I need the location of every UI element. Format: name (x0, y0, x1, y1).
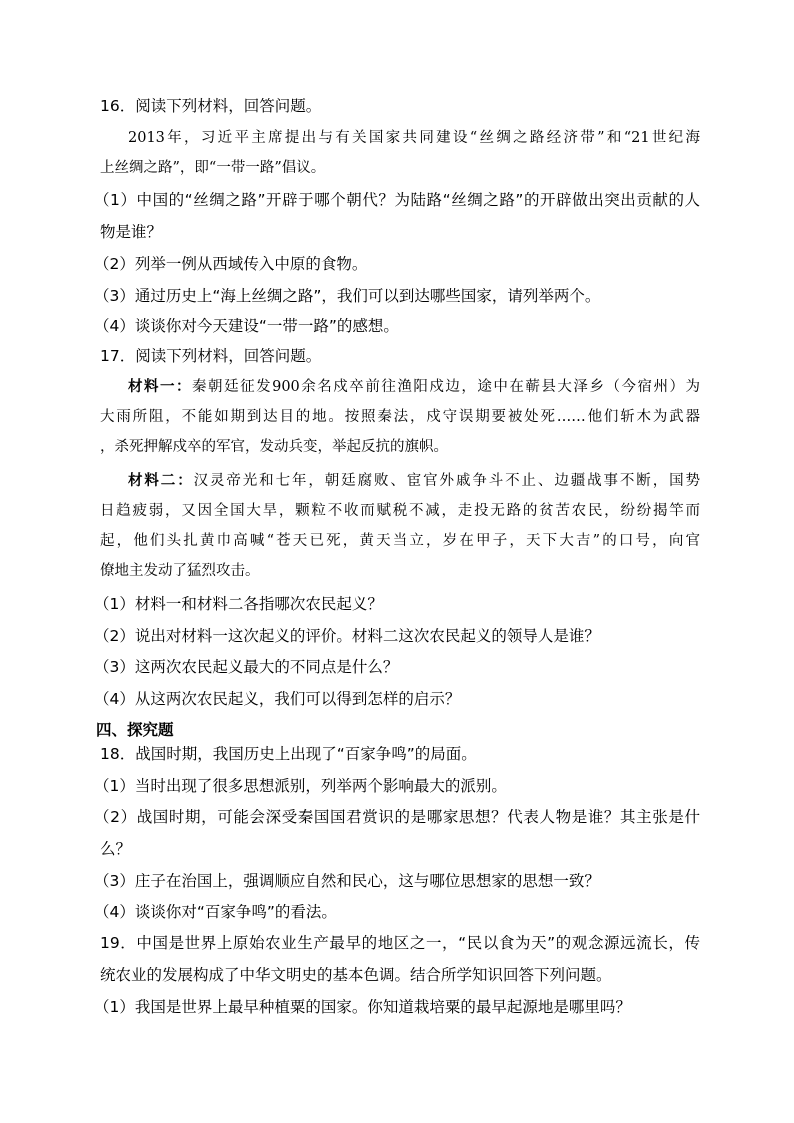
q17-material1-label: 材料一： (128, 378, 193, 395)
q17-sub4: （4）从这两次农民起义，我们可以得到怎样的启示？ (94, 690, 461, 708)
q17-material2-line-2: 日趋疲弱，又因全国大旱，颗粒不收而赋税不减，走投无路的贫苦农民，纷纷揭竿而 (100, 503, 700, 519)
q18-sub3: （3）庄子在治国上，强调顺应自然和民心，这与哪位思想家的思想一致？ (94, 872, 600, 890)
q17-material2-line-1 (128, 470, 700, 492)
q17-material1-line-1 (128, 376, 700, 398)
section-title-inquiry: 四、探究题 (96, 721, 174, 739)
q19-stem-line-2: 统农业的发展构成了中华文明史的基本色调。结合所学知识回答下列问题。 (100, 966, 612, 984)
q16-material-line-1: 2013年，习近平主席提出与有关国家共同建设“丝绸之路经济带”和“21世纪海 (128, 130, 700, 146)
q16-sub1-line-1: （1）中国的“丝绸之路”开辟于哪个朝代？为陆路“丝绸之路”的开辟做出突出贡献的人 (94, 191, 700, 209)
q16-material-line-2: 上丝绸之路”，即“一带一路”倡议。 (100, 160, 326, 176)
q17-stem: 17．阅读下列材料，回答问题。 (100, 347, 322, 365)
q18-sub2-line-1: （2）战国时期，可能会深受秦国国君赏识的是哪家思想？代表人物是谁？其主张是什 (94, 808, 700, 826)
q18-stem: 18．战国时期，我国历史上出现了“百家争鸣”的局面。 (100, 745, 477, 763)
q17-sub2: （2）说出对材料一这次起义的评价。材料二这次农民起义的领导人是谁？ (94, 627, 600, 645)
q17-material1-text-1: 秦朝廷征发900余名戍卒前往渔阳戍边，途中在蕲县大泽乡（今宿州）为 (192, 379, 700, 395)
q19-sub1: （1）我国是世界上最早种植粟的国家。你知道栽培粟的最早起源地是哪里吗？ (94, 998, 631, 1016)
q16-stem: 16．阅读下列材料，回答问题。 (100, 97, 322, 115)
q17-sub3: （3）这两次农民起义最大的不同点是什么？ (94, 658, 399, 676)
q17-material2-text-1: 汉灵帝光和七年，朝廷腐败、宦官外戚争斗不止、边疆战事不断，国势 (193, 473, 701, 489)
q16-sub4: （4）谈谈你对今天建设“一带一路”的感想。 (94, 317, 399, 335)
q17-material2-line-3: 起，他们头扎黄巾高喊“苍天已死，黄天当立，岁在甲子，天下大吉”的口号，向官 (100, 533, 700, 549)
q17-material2-label: 材料二： (128, 472, 194, 489)
q16-sub3: （3）通过历史上“海上丝绸之路”，我们可以到达哪些国家，请列举两个。 (94, 287, 601, 305)
q19-stem-line-1: 19．中国是世界上原始农业生产最早的地区之一，“民以食为天”的观念源远流长，传 (100, 934, 700, 952)
q17-material2-line-4: 僚地主发动了猛烈攻击。 (100, 563, 260, 579)
q17-material1-line-3: ，杀死押解戍卒的军官，发动兵变，举起反抗的旗帜。 (100, 439, 448, 455)
q18-sub4: （4）谈谈你对“百家争鸣”的看法。 (94, 903, 337, 921)
q17-material1-line-2: 大雨所阻，不能如期到达目的地。按照秦法，戍守误期要被处死……他们斩木为武器 (100, 409, 700, 425)
q18-sub2-line-2: 么？ (100, 840, 132, 858)
q16-sub1-line-2: 物是谁？ (100, 223, 163, 241)
q18-sub1: （1）当时出现了很多思想派别，列举两个影响最大的派别。 (94, 777, 507, 795)
q16-sub2: （2）列举一例从西域传入中原的食物。 (94, 255, 368, 273)
q17-sub1: （1）材料一和材料二各指哪次农民起义？ (94, 595, 383, 613)
